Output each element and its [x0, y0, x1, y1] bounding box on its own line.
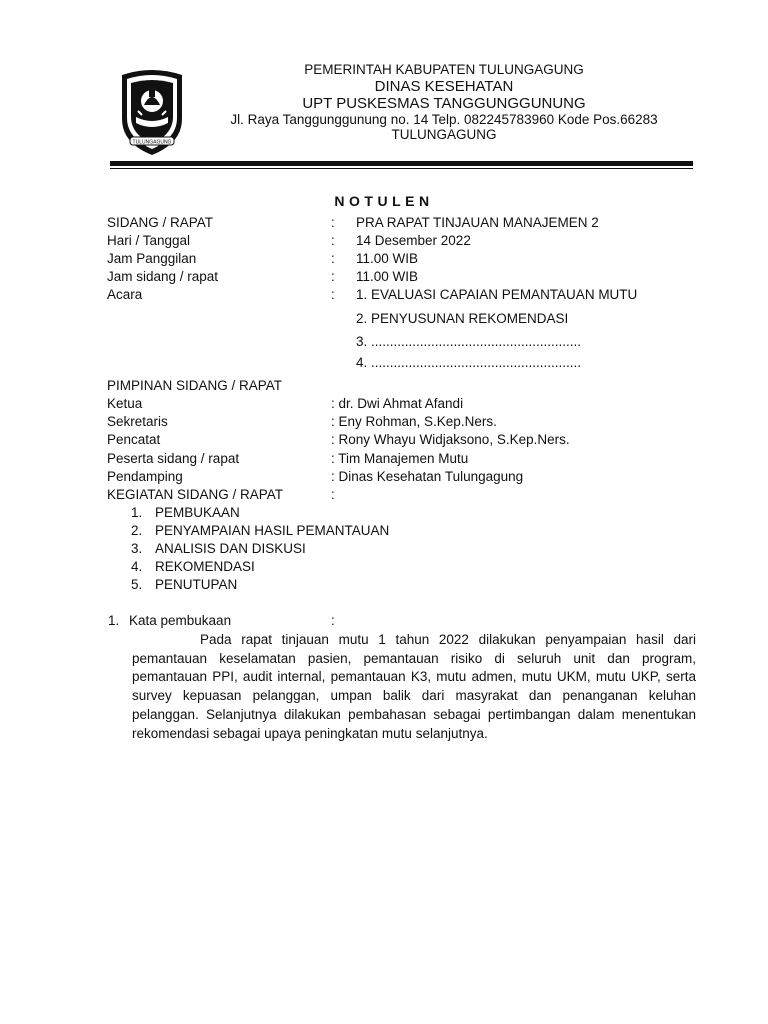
jam-value: 11.00 WIB — [356, 269, 419, 284]
kegiatan-label: KEGIATAN SIDANG / RAPAT — [107, 487, 284, 502]
kegiatan-item-num: 2. — [131, 523, 143, 538]
letterhead-city: TULUNGAGUNG — [391, 127, 497, 142]
sidang-label: SIDANG / RAPAT — [107, 215, 214, 230]
pendamping-label: Pendamping — [107, 469, 183, 484]
kegiatan-item-num: 4. — [131, 559, 143, 574]
kegiatan-item-text: ANALISIS DAN DISKUSI — [155, 541, 306, 556]
letterhead-government: PEMERINTAH KABUPATEN TULUNGAGUNG — [304, 62, 584, 77]
kegiatan-item-num: 5. — [131, 577, 143, 592]
ketua-value: : dr. Dwi Ahmat Afandi — [331, 396, 464, 411]
sidang-colon: : — [331, 215, 335, 230]
acara-item: 2. PENYUSUNAN REKOMENDASI — [356, 311, 569, 326]
sekretaris-label: Sekretaris — [107, 414, 168, 429]
acara-label: Acara — [107, 287, 143, 302]
section-label: Kata pembukaan — [129, 613, 232, 628]
letterhead-institution: UPT PUSKESMAS TANGGUNGGUNUNG — [302, 95, 586, 112]
document-title: NOTULEN — [334, 193, 434, 209]
letterhead-department: DINAS KESEHATAN — [374, 78, 514, 95]
sekretaris-value: : Eny Rohman, S.Kep.Ners. — [331, 414, 497, 429]
kegiatan-item-text: PENYAMPAIAN HASIL PEMANTAUAN — [155, 523, 390, 538]
sidang-value: PRA RAPAT TINJAUAN MANAJEMEN 2 — [356, 215, 599, 230]
pencatat-label: Pencatat — [107, 432, 161, 447]
hari-value: 14 Desember 2022 — [356, 233, 471, 248]
hari-label: Hari / Tanggal — [107, 233, 191, 248]
kegiatan-item-num: 1. — [131, 505, 143, 520]
svg-text:TULUNGAGUNG: TULUNGAGUNG — [132, 139, 172, 146]
pendamping-value: : Dinas Kesehatan Tulungagung — [331, 469, 524, 484]
kegiatan-item-text: PENUTUPAN — [155, 577, 238, 592]
acara-colon: : — [331, 287, 335, 302]
letterhead-address: Jl. Raya Tanggunggunung no. 14 Telp. 082245783960 Kode Pos.66283 — [230, 112, 658, 127]
panggilan-colon: : — [331, 251, 335, 266]
kegiatan-item-num: 3. — [131, 541, 143, 556]
section-number: 1. — [108, 613, 120, 628]
panggilan-value: 11.00 WIB — [356, 251, 419, 266]
letterhead-divider-thin — [110, 168, 693, 169]
acara-item: 4. ........................................................ — [356, 355, 582, 370]
regency-emblem-logo — [116, 67, 188, 157]
kegiatan-colon: : — [331, 487, 335, 502]
hari-colon: : — [331, 233, 335, 248]
panggilan-label: Jam Panggilan — [107, 251, 197, 266]
peserta-value: : Tim Manajemen Mutu — [331, 451, 469, 466]
pimpinan-heading: PIMPINAN SIDANG / RAPAT — [107, 378, 283, 393]
kegiatan-item-text: PEMBUKAAN — [155, 505, 240, 520]
opening-paragraph-text: Pada rapat tinjauan mutu 1 tahun 2022 dilakukan penyampaian hasil dari pemantauan keselamatan pasien, pemantauan risiko di seluruh unit dan program, pemantauan PPI, audit internal, pemantauan K3, mutu admen, mutu UKM, mutu UKP, serta survey kepuasan pelanggan, umpan balik dari masyrakat dan penanganan keluhan pelanggan. Selanjutnya dilakukan pembahasan sebagai pertimbangan dalam menentukan rekomendasi sebagai upaya peningkatan mutu selanjutnya. — [132, 632, 696, 741]
opening-paragraph — [132, 631, 696, 743]
peserta-label: Peserta sidang / rapat — [107, 451, 240, 466]
jam-colon: : — [331, 269, 335, 284]
kegiatan-item-text: REKOMENDASI — [155, 559, 255, 574]
jam-label: Jam sidang / rapat — [107, 269, 219, 284]
acara-item: 3. ........................................................ — [356, 334, 582, 349]
section-colon: : — [331, 613, 335, 628]
acara-item: 1. EVALUASI CAPAIAN PEMANTAUAN MUTU — [356, 287, 638, 302]
pencatat-value: : Rony Whayu Widjaksono, S.Kep.Ners. — [331, 432, 570, 447]
letterhead-divider-thick — [110, 161, 693, 166]
ketua-label: Ketua — [107, 396, 143, 411]
